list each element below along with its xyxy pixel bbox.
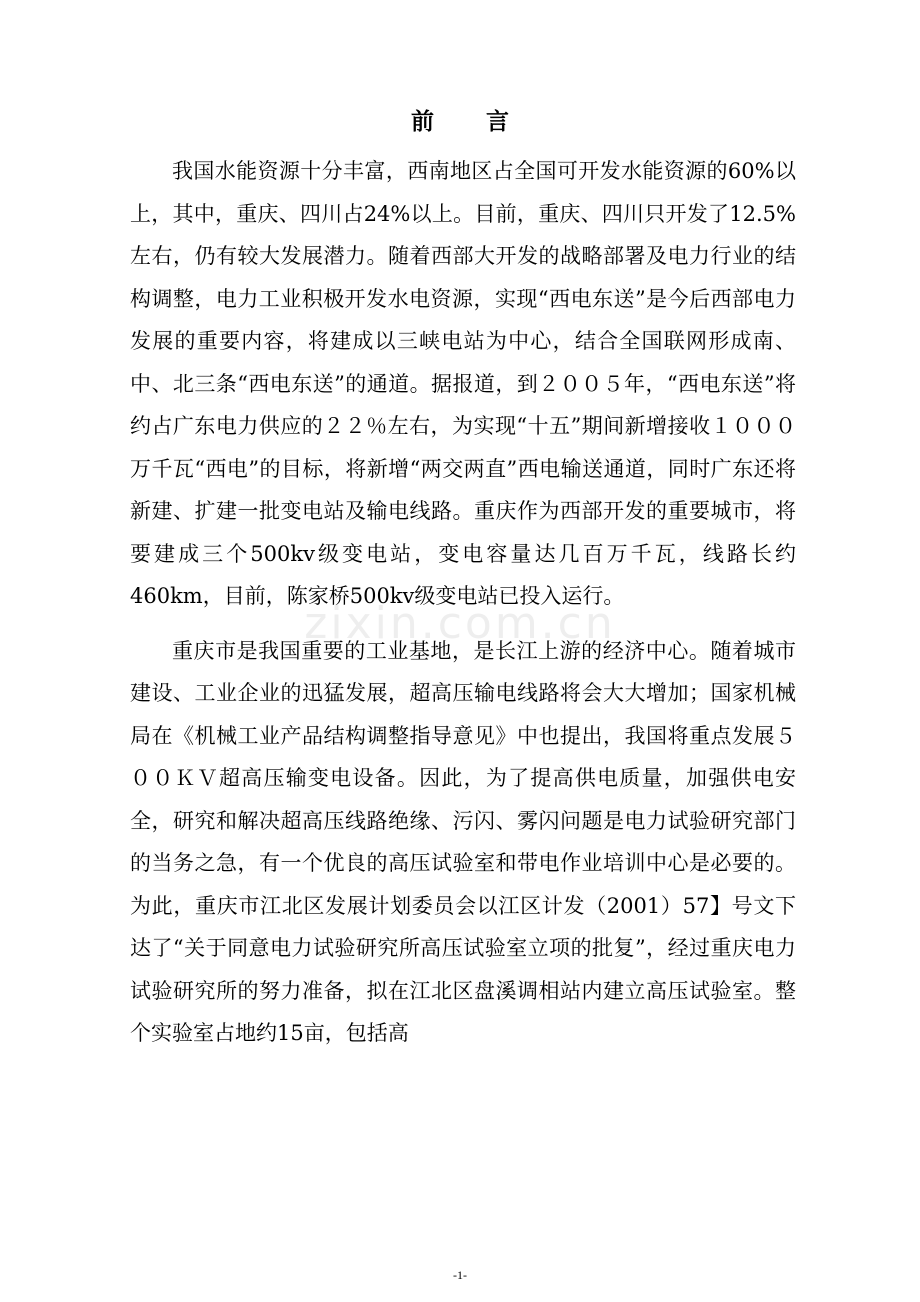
watermark-text: zixin.com.cn — [304, 598, 616, 649]
body-text — [130, 150, 796, 1055]
page-title: 前 言 — [410, 108, 531, 135]
paragraph-2: 重庆市是我国重要的工业基地，是长江上游的经济中心。随着城市建设、工业企业的迅猛发展，超高压输电线路将会大大增加；国家机械局在《机械工业产品结构调整指导意见》中也提出，我国将重点发展５００ＫＶ超高压输变电设备。因此，为了提高供电质量，加强供电安全，研究和解决超高压线路绝缘、污闪、雾闪问题是电力试验研究部门的当务之急，有一个优良的高压试验室和带电作业培训中心是必要的。为此，重庆市江北区发展计划委员会以江区计发（2001）57】号文下达了“关于同意电力试验研究所高压试验室立项的批复”，经过重庆电力试验研究所的努力准备，拟在江北区盘溪调相站内建立高压试验室。整个实验室占地约15亩，包括高 — [130, 638, 796, 1045]
page-number: -1- — [453, 1268, 467, 1282]
paragraph-1: 我国水能资源十分丰富，西南地区占全国可开发水能资源的60%以上，其中，重庆、四川占24%以上。目前，重庆、四川只开发了12.5%左右，仍有较大发展潜力。随着西部大开发的战略部署及电力行业的结构调整，电力工业积极开发水电资源，实现“西电东送”是今后西部电力发展的重要内容，将建成以三峡电站为中心，结合全国联网形成南、中、北三条“西电东送”的通道。据报道，到２００５年，“西电东送”将约占广东电力供应的２２％左右，为实现“十五”期间新增接收１０００万千瓦“西电”的目标，将新增“两交两直”西电输送通道，同时广东还将新建、扩建一批变电站及输电线路。重庆作为西部开发的重要城市，将要建成三个500kv级变电站，变电容量达几百万千瓦，线路长约460km，目前，陈家桥500kv级变电站已投入运行。 — [130, 159, 796, 608]
